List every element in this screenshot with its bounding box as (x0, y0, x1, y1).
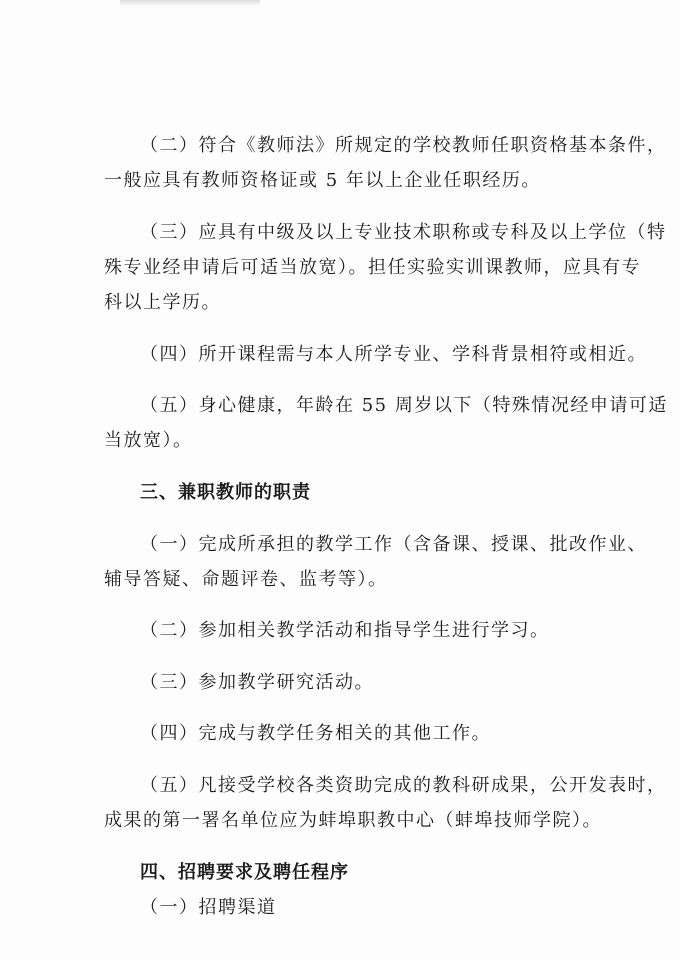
text-line: （三）应具有中级及以上专业技术职称或专科及以上学位（特 (140, 222, 667, 243)
text-line: 成果的第一署名单位应为蚌埠职教中心（蚌埠技师学院）。 (104, 810, 602, 831)
text-line: （四）所开课程需与本人所学专业、学科背景相符或相近。 (140, 344, 647, 365)
text-line: （一）完成所承担的教学工作（含备课、授课、批改作业、 (140, 534, 647, 555)
text-line: （二）符合《教师法》所规定的学校教师任职资格基本条件， (140, 135, 667, 156)
text-line: （四）完成与教学任务相关的其他工作。 (140, 723, 491, 744)
text-line: （三）参加教学研究活动。 (140, 672, 374, 693)
text-line: （五）凡接受学校各类资助完成的教科研成果，公开发表时， (140, 775, 667, 796)
text-line: 科以上学历。 (104, 292, 221, 313)
text-line: （五）身心健康，年龄在 55 周岁以下（特殊情况经申请可适 (140, 395, 668, 416)
scan-shadow (120, 0, 260, 6)
text-line: （二）参加相关教学活动和指导学生进行学习。 (140, 620, 550, 641)
text-line: 辅导答疑、命题评卷、监考等）。 (104, 569, 388, 590)
section-heading: 四、招聘要求及聘任程序 (140, 862, 349, 883)
text-line: （一）招聘渠道 (140, 897, 277, 918)
text-line: 一般应具有教师资格证或 5 年以上企业任职经历。 (104, 170, 541, 191)
text-line: 当放宽）。 (104, 430, 193, 451)
text-line: 殊专业经申请后可适当放宽）。担任实验实训课教师，应具有专 (104, 257, 641, 278)
section-heading: 三、兼职教师的职责 (140, 482, 311, 503)
